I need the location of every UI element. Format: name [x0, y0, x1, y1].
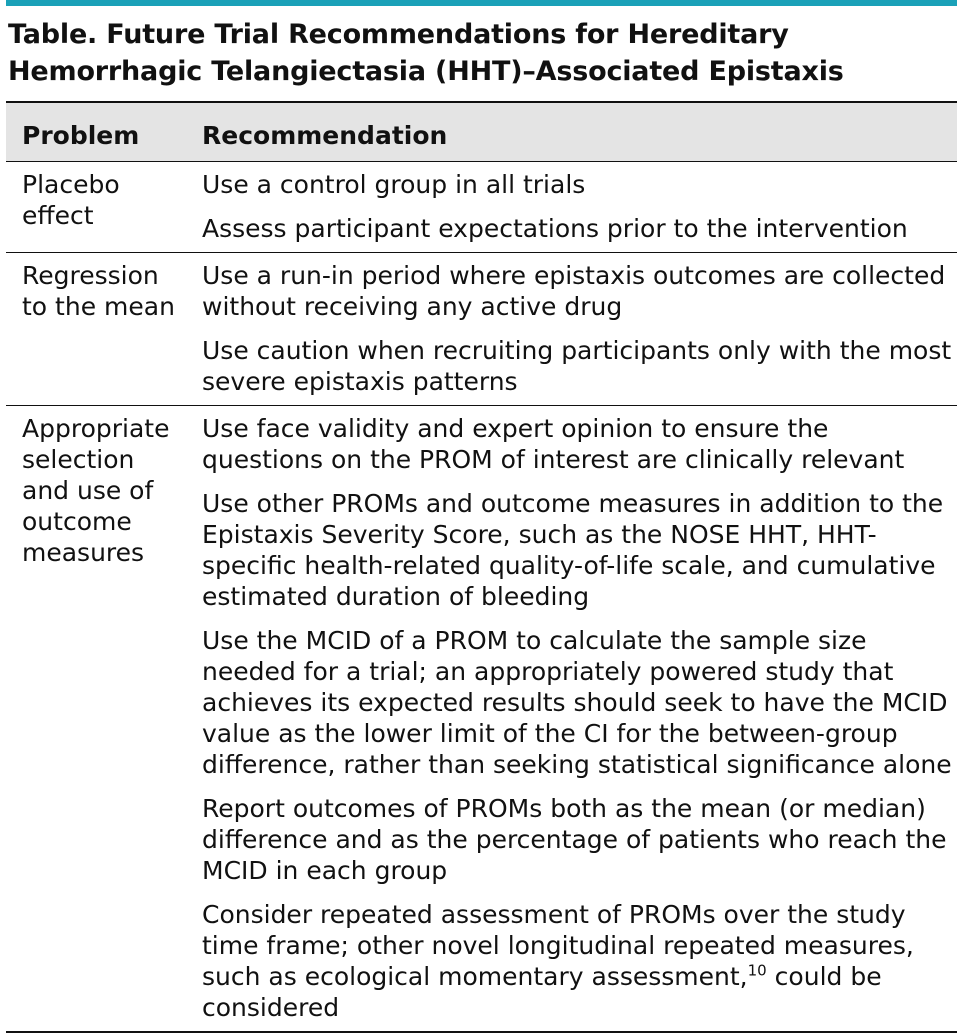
column-header-recommendation: Recommendation	[184, 103, 957, 162]
recommendation-cell	[184, 406, 957, 1033]
table-row	[6, 253, 957, 406]
recommendation-item: Assess participant expectations prior to the intervention	[202, 214, 908, 243]
citation-superscript: 10	[747, 961, 767, 980]
recommendation-item: Report outcomes of PROMs both as the mean (or median) difference and as the percentage of patients who reach the MCID in each group	[202, 794, 947, 885]
problem-cell: Placebo effect	[6, 162, 184, 253]
table-title: Table. Future Trial Recommendations for Hereditary Hemorrhagic Telangiectasia (HHT)–Associated Epistaxis	[8, 19, 844, 87]
accent-bar	[6, 0, 957, 6]
recommendation-text: could be considered	[202, 962, 882, 1022]
problem-cell: Regression to the mean	[6, 253, 184, 406]
recommendation-item: Use a run-in period where epistaxis outcomes are collected without receiving any active drug	[202, 261, 946, 321]
header-row	[6, 103, 957, 162]
recommendation-item: Use other PROMs and outcome measures in addition to the Epistaxis Severity Score, such as the NOSE HHT, HHT-specific health-related quality-of-life scale, and cumulative estimated duration of bleeding	[202, 489, 944, 611]
recommendation-item: Use caution when recruiting participants only with the most severe epistaxis patterns	[202, 336, 952, 396]
recommendation-text: Consider repeated assessment of PROMs over the study time frame; other novel longitudinal repeated measures, such as ecological momentary assessment,	[202, 900, 914, 991]
recommendations-table	[6, 103, 957, 1033]
recommendation-item: Use the MCID of a PROM to calculate the sample size needed for a trial; an appropriately powered study that achieves its expected results should seek to have the MCID value as the lower limit of the CI for the between-group difference, rather than seeking statistical significance alone	[202, 626, 952, 779]
column-header-problem: Problem	[6, 103, 184, 162]
recommendation-item	[202, 899, 953, 1023]
recommendation-item: Use face validity and expert opinion to ensure the questions on the PROM of interest are clinically relevant	[202, 414, 905, 474]
recommendation-item: Use a control group in all trials	[202, 170, 586, 199]
recommendation-cell	[184, 162, 957, 253]
table-row	[6, 162, 957, 253]
recommendation-cell	[184, 253, 957, 406]
table-row	[6, 406, 957, 1033]
problem-cell: Appropriate selection and use of outcome measures	[6, 406, 184, 1033]
